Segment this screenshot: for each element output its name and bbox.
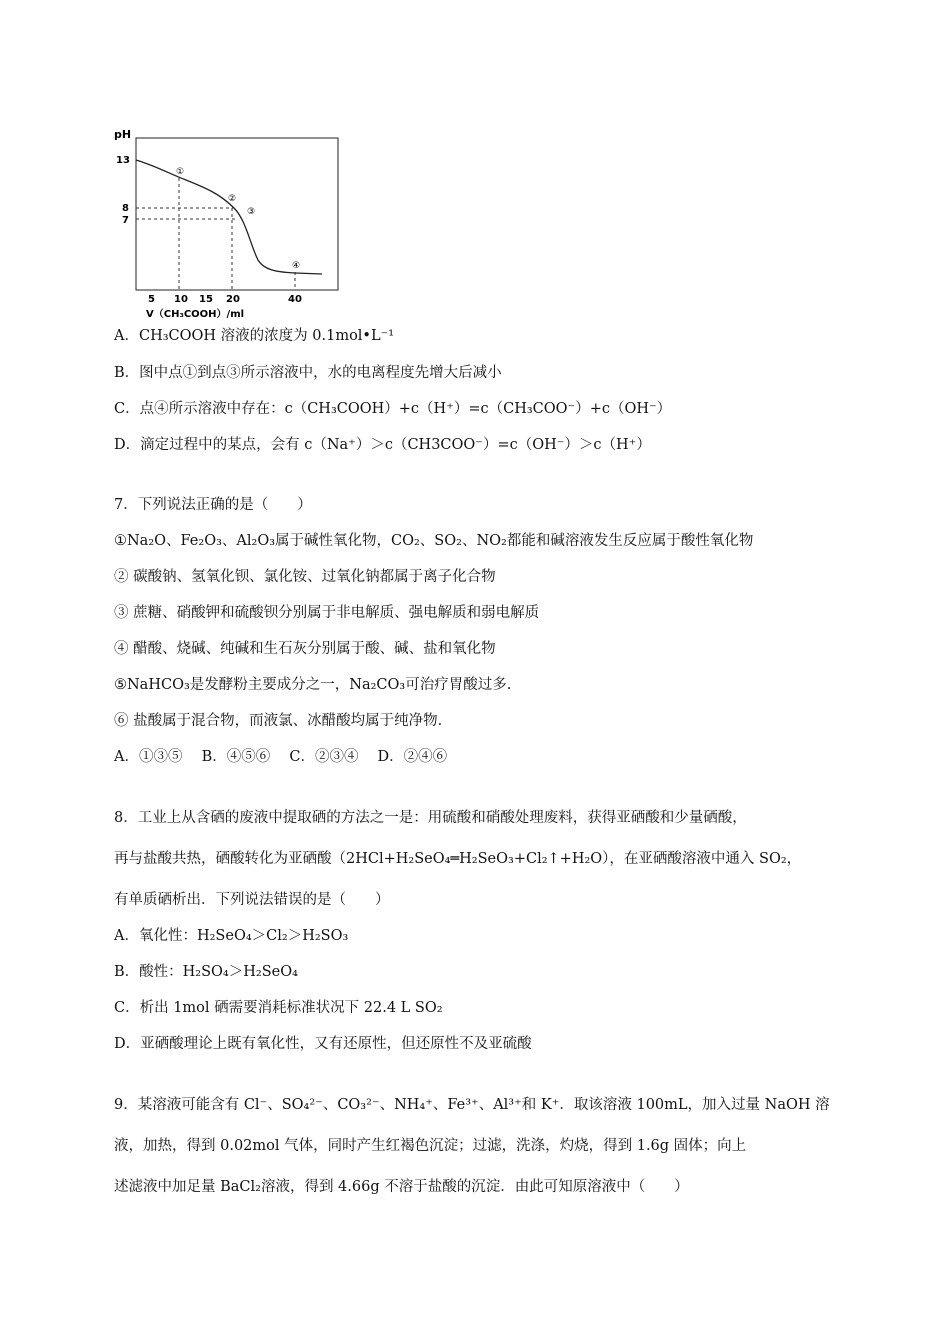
point-label-1: ① <box>176 167 185 177</box>
q7-item-6: ⑥ 盐酸属于混合物，而液氯、冰醋酸均属于纯净物. <box>114 713 443 729</box>
q7-item-5: ⑤NaHCO₃是发酵粉主要成分之一，Na₂CO₃可治疗胃酸过多. <box>114 677 512 693</box>
q7-options: A．①③⑤ B．④⑤⑥ C．②③④ D．②④⑥ <box>114 749 448 765</box>
x-tick-15: 15 <box>199 294 213 305</box>
q7-stem: 7．下列说法正确的是（ ） <box>114 497 312 513</box>
q8-option-d: D．亚硒酸理论上既有氧化性，又有还原性，但还原性不及亚硫酸 <box>114 1036 532 1052</box>
point-label-4: ④ <box>292 261 301 271</box>
y-axis-label: pH <box>114 128 132 141</box>
q7-item-2: ② 碳酸钠、氢氧化钡、氯化铵、过氧化钠都属于离子化合物 <box>114 569 496 585</box>
x-tick-10: 10 <box>174 294 188 305</box>
titration-curve <box>136 160 322 274</box>
x-tick-40: 40 <box>288 294 302 305</box>
q6-option-b: B．图中点①到点③所示溶液中，水的电离程度先增大后减小 <box>114 365 502 381</box>
x-axis-label: V（CH₃COOH）/ml <box>146 309 245 320</box>
x-tick-5: 5 <box>148 294 155 305</box>
plot-frame <box>136 138 338 290</box>
q9-stem-line-1: 9．某溶液可能含有 Cl⁻、SO₄²⁻、CO₃²⁻、NH₄⁺、Fe³⁺、Al³⁺和 K⁺．取该溶液 100mL，加入过量 NaOH 溶 <box>114 1097 830 1113</box>
q8-option-b: B．酸性：H₂SO₄＞H₂SeO₄ <box>114 964 298 980</box>
point-label-3: ③ <box>247 207 256 217</box>
q8-option-a: A．氧化性：H₂SeO₄＞Cl₂＞H₂SO₃ <box>114 928 349 944</box>
q6-option-c: C．点④所示溶液中存在：c（CH₃COOH）+c（H⁺）=c（CH₃COO⁻）+c（OH⁻） <box>114 401 672 417</box>
q8-stem-line-3: 有单质硒析出．下列说法错误的是（ ） <box>114 892 390 908</box>
q7-item-1: ①Na₂O、Fe₂O₃、Al₂O₃属于碱性氧化物，CO₂、SO₂、NO₂都能和碱溶液发生反应属于酸性氧化物 <box>114 533 754 549</box>
x-tick-20: 20 <box>226 294 240 305</box>
q8-stem-line-2: 再与盐酸共热，硒酸转化为亚硒酸（2HCl+H₂SeO₄═H₂SeO₃+Cl₂↑+H₂O），在亚硒酸溶液中通入 SO₂， <box>114 851 802 867</box>
y-tick-7: 7 <box>122 215 129 226</box>
q8-stem-line-1: 8．工业上从含硒的废液中提取硒的方法之一是：用硫酸和硝酸处理废料，获得亚硒酸和少量硒酸， <box>114 810 747 826</box>
y-tick-13: 13 <box>116 155 130 166</box>
q7-item-4: ④ 醋酸、烧碱、纯碱和生石灰分别属于酸、碱、盐和氧化物 <box>114 641 496 657</box>
q9-stem-line-2: 液，加热，得到 0.02mol 气体，同时产生红褐色沉淀；过滤，洗涤，灼烧，得到 1.6g 固体；向上 <box>114 1138 747 1154</box>
q6-option-a: A．CH₃COOH 溶液的浓度为 0.1mol•L⁻¹ <box>114 328 395 344</box>
q6-option-d: D．滴定过程中的某点，会有 c（Na⁺）＞c（CH3COO⁻）=c（OH⁻）＞c（H⁺） <box>114 437 651 453</box>
q8-option-c: C．析出 1mol 硒需要消耗标准状况下 22.4 L SO₂ <box>114 1000 443 1016</box>
point-label-2: ② <box>228 194 237 204</box>
titration-curve-figure <box>108 122 348 322</box>
y-tick-8: 8 <box>122 203 129 214</box>
q9-stem-line-3: 述滤液中加足量 BaCl₂溶液，得到 4.66g 不溶于盐酸的沉淀．由此可知原溶液中（ ） <box>114 1179 689 1195</box>
q7-item-3: ③ 蔗糖、硝酸钾和硫酸钡分别属于非电解质、强电解质和弱电解质 <box>114 605 540 621</box>
